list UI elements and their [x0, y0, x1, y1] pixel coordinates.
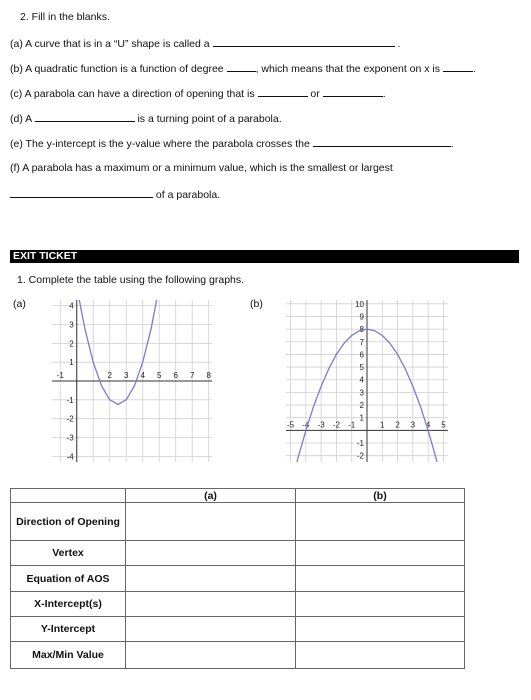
- x-tick-label: -1: [348, 420, 356, 430]
- x-tick-label: 3: [410, 420, 416, 430]
- y-tick-label: 4: [359, 375, 364, 385]
- item-text: .: [472, 63, 476, 75]
- y-tick-label: -3: [66, 433, 74, 443]
- y-tick-label: 1: [69, 358, 74, 368]
- row-label: Vertex: [11, 541, 126, 566]
- x-tick-label: -2: [332, 420, 340, 430]
- row-label: Direction of Opening: [11, 503, 126, 541]
- y-tick-label: -1: [356, 439, 364, 449]
- row-label: X-Intercept(s): [11, 592, 126, 617]
- item-text: (f) A parabola has a maximum or a minimum value, which is the smallest or largest: [10, 162, 393, 174]
- table-row: [11, 503, 465, 541]
- item-text: .: [397, 38, 401, 50]
- item-text: .: [382, 88, 386, 100]
- x-tick-label: 5: [156, 371, 162, 380]
- answer-cell-b[interactable]: [296, 617, 465, 642]
- item-text: of a parabola.: [155, 189, 221, 201]
- y-tick-label: 1: [359, 413, 364, 423]
- parabola-series: [77, 141, 184, 405]
- y-tick-label: 7: [359, 337, 364, 347]
- answer-table: [10, 488, 465, 669]
- y-tick-label: 10: [355, 299, 364, 309]
- answer-cell-b[interactable]: [296, 503, 465, 541]
- item-text: (b) A quadratic function is a function of degree: [10, 63, 224, 75]
- column-header-a: (a): [126, 489, 296, 503]
- table-row: [11, 566, 465, 592]
- x-tick-label: 4: [140, 371, 145, 380]
- y-tick-label: 8: [359, 325, 364, 335]
- y-tick-label: -1: [66, 395, 74, 405]
- column-header-b: (b): [296, 489, 465, 503]
- table-row: [11, 642, 465, 669]
- y-tick-label: 3: [69, 320, 74, 330]
- answer-cell-a[interactable]: [126, 642, 296, 669]
- y-tick-label: 6: [359, 350, 364, 360]
- graph-b-label: (b): [250, 298, 263, 310]
- row-label: Equation of AOS: [11, 566, 126, 592]
- x-tick-label: -1: [56, 371, 64, 380]
- exit-instruction: 1. Complete the table using the following graphs.: [17, 274, 245, 286]
- y-tick-label: 9: [359, 312, 364, 322]
- x-tick-label: 2: [395, 420, 400, 430]
- item-text: (c) A parabola can have a direction of opening that is: [10, 88, 255, 100]
- y-tick-label: 2: [69, 339, 74, 349]
- table-row: [11, 541, 465, 566]
- item-text: or: [310, 88, 320, 100]
- x-tick-label: -4: [302, 420, 310, 430]
- table-row: [11, 592, 465, 617]
- x-tick-label: 5: [441, 420, 446, 430]
- question-heading: 2. Fill in the blanks.: [20, 11, 110, 23]
- x-tick-label: -3: [317, 420, 325, 430]
- y-tick-label: 3: [359, 388, 364, 398]
- y-tick-label: -4: [66, 452, 74, 462]
- x-tick-label: 2: [107, 371, 112, 380]
- x-tick-label: 7: [189, 371, 195, 380]
- y-tick-label: 2: [359, 401, 364, 411]
- item-text: , which means that the exponent on x is: [255, 63, 441, 75]
- table-row: [11, 617, 465, 642]
- y-tick-label: 4: [69, 301, 74, 311]
- answer-cell-b[interactable]: [296, 592, 465, 617]
- table-corner: [11, 489, 126, 503]
- answer-cell-a[interactable]: [126, 592, 296, 617]
- item-text: (a) A curve that is in a “U” shape is called a: [10, 38, 210, 50]
- y-tick-label: 5: [359, 363, 364, 373]
- answer-cell-b[interactable]: [296, 566, 465, 592]
- x-tick-label: -5: [287, 420, 295, 430]
- x-tick-label: 8: [206, 371, 211, 380]
- x-tick-label: 3: [124, 371, 129, 380]
- item-text: is a turning point of a parabola.: [137, 113, 282, 125]
- x-tick-label: 6: [173, 371, 178, 380]
- y-tick-label: -2: [356, 451, 364, 461]
- x-tick-label: 1: [380, 420, 385, 430]
- item-text: .: [450, 138, 454, 150]
- answer-cell-a[interactable]: [126, 503, 296, 541]
- item-text: (d) A: [10, 113, 32, 125]
- row-label: Max/Min Value: [11, 642, 126, 669]
- answer-cell-b[interactable]: [296, 541, 465, 566]
- y-tick-label: -2: [66, 414, 74, 424]
- answer-cell-b[interactable]: [296, 642, 465, 669]
- answer-cell-a[interactable]: [126, 541, 296, 566]
- x-tick-label: 4: [425, 420, 431, 430]
- item-text: (e) The y-intercept is the y-value where the parabola crosses the: [10, 138, 310, 150]
- banner-title: EXIT TICKET: [13, 250, 78, 262]
- graph-a-label: (a): [13, 298, 26, 310]
- row-label: Y-Intercept: [11, 617, 126, 642]
- answer-cell-a[interactable]: [126, 617, 296, 642]
- answer-cell-a[interactable]: [126, 566, 296, 592]
